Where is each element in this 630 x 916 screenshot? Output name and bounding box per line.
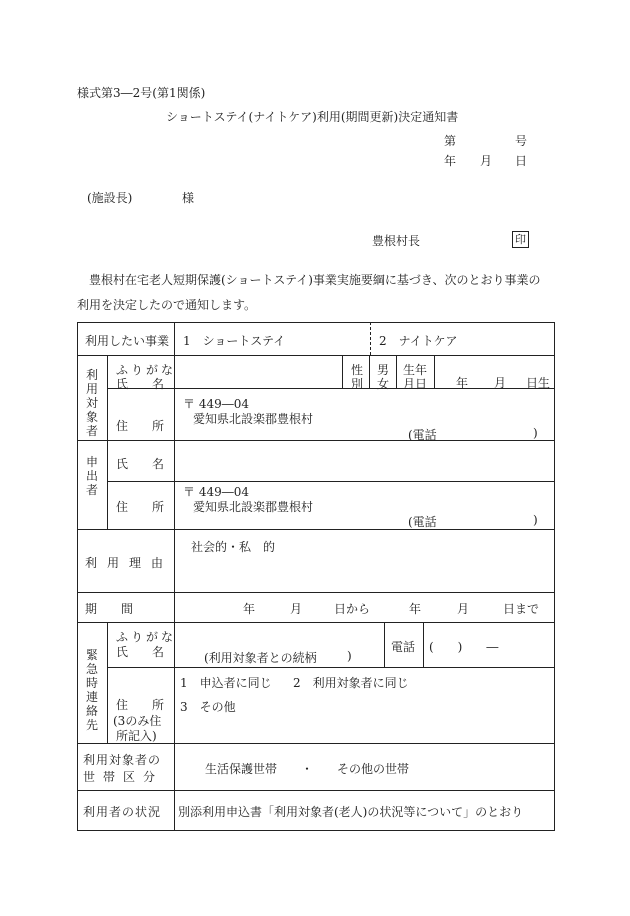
form-number: 様式第3―2号(第1関係) — [77, 86, 206, 100]
issuer-name: 豊根村長 — [372, 234, 421, 248]
emergency-name-label: 氏 名 — [116, 645, 165, 659]
date-month: 月 — [480, 154, 493, 168]
sex-options-1: 男 — [377, 363, 390, 377]
emergency-address-note-2: 所記入) — [116, 729, 157, 743]
relation-note: (利用対象者との続柄 — [204, 651, 317, 665]
sex-label-2: 別 — [351, 377, 364, 391]
emergency-option-1: 1 申込者に同じ — [180, 676, 272, 690]
applicant-phone-close: ) — [533, 513, 538, 527]
period-month-2: 月 — [457, 602, 470, 616]
period-month-1: 月 — [290, 602, 303, 616]
applicant-postal-code: 〒 449―04 — [183, 485, 249, 499]
household-label-1: 利用対象者の — [83, 753, 162, 767]
sex-label-1: 性 — [351, 363, 364, 377]
date-year: 年 — [444, 154, 457, 168]
period-from: 日から — [334, 602, 371, 616]
user-phone-close: ) — [533, 426, 538, 440]
household-value: 生活保護世帯 ・ その他の世帯 — [205, 762, 410, 776]
seal-mark: 印 — [512, 231, 529, 248]
number-dai: 第 — [444, 134, 457, 148]
period-label: 期 間 — [85, 602, 134, 616]
emergency-furigana-label: ふりがな — [116, 630, 177, 644]
honorific: 様 — [182, 191, 195, 205]
phone-label: 電話 — [391, 640, 416, 654]
date-day: 日 — [515, 154, 528, 168]
reason-label: 利用理由 — [85, 556, 174, 570]
user-phone-open: (電話 — [408, 428, 437, 442]
service-option-1: 1 ショートステイ — [183, 334, 286, 348]
phone-format: ( ) ― — [429, 640, 499, 654]
service-option-2: 2 ナイトケア — [379, 334, 458, 348]
birth-label-1: 生年 — [403, 363, 428, 377]
birth-day: 日生 — [526, 376, 551, 390]
applicant-address-label: 住 所 — [116, 500, 165, 514]
applicant-name-label: 氏 名 — [116, 457, 165, 471]
household-label-2: 世帯区分 — [83, 770, 164, 784]
service-label: 利用したい事業 — [85, 334, 170, 348]
emergency-option-2: 2 利用対象者に同じ — [293, 676, 409, 690]
application-table — [77, 322, 555, 831]
user-section-label: 利用対象者 — [86, 368, 99, 438]
applicant-section-label: 申出者 — [86, 455, 99, 497]
status-value: 別添利用申込書「利用対象者(老人)の状況等について」のとおり — [178, 805, 524, 819]
applicant-address: 愛知県北設楽郡豊根村 — [193, 500, 314, 514]
body-text: 豊根村在宅老人短期保護(ショートステイ)事業実施要綱に基づき、次のとおり事業の利用を決定したので通知します。 — [77, 273, 541, 312]
birth-month: 月 — [494, 376, 507, 390]
period-year-1: 年 — [243, 602, 256, 616]
user-postal-code: 〒 449―04 — [183, 397, 249, 411]
sex-options-2: 女 — [377, 377, 390, 391]
period-until: 日まで — [503, 602, 540, 616]
furigana-label: ふりがな — [116, 363, 177, 377]
emergency-option-3: 3 その他 — [180, 700, 236, 714]
recipient: (施設長) — [87, 191, 133, 205]
document-title: ショートステイ(ナイトケア)利用(期間更新)決定通知書 — [166, 110, 459, 124]
period-year-2: 年 — [409, 602, 422, 616]
status-label: 利用者の状況 — [83, 805, 162, 819]
emergency-section-label: 緊急時連絡先 — [86, 648, 99, 732]
reason-value: 社会的・私 的 — [191, 540, 276, 554]
relation-close: ) — [347, 649, 352, 663]
number-go: 号 — [515, 134, 528, 148]
emergency-address-label: 住 所 — [116, 698, 165, 712]
birth-label-2: 月日 — [403, 377, 428, 391]
applicant-phone-open: (電話 — [408, 515, 437, 529]
user-address: 愛知県北設楽郡豊根村 — [193, 412, 314, 426]
name-label: 氏 名 — [116, 377, 165, 391]
address-label: 住 所 — [116, 419, 165, 433]
birth-year: 年 — [456, 376, 469, 390]
emergency-address-note-1: (3のみ住 — [113, 714, 162, 728]
